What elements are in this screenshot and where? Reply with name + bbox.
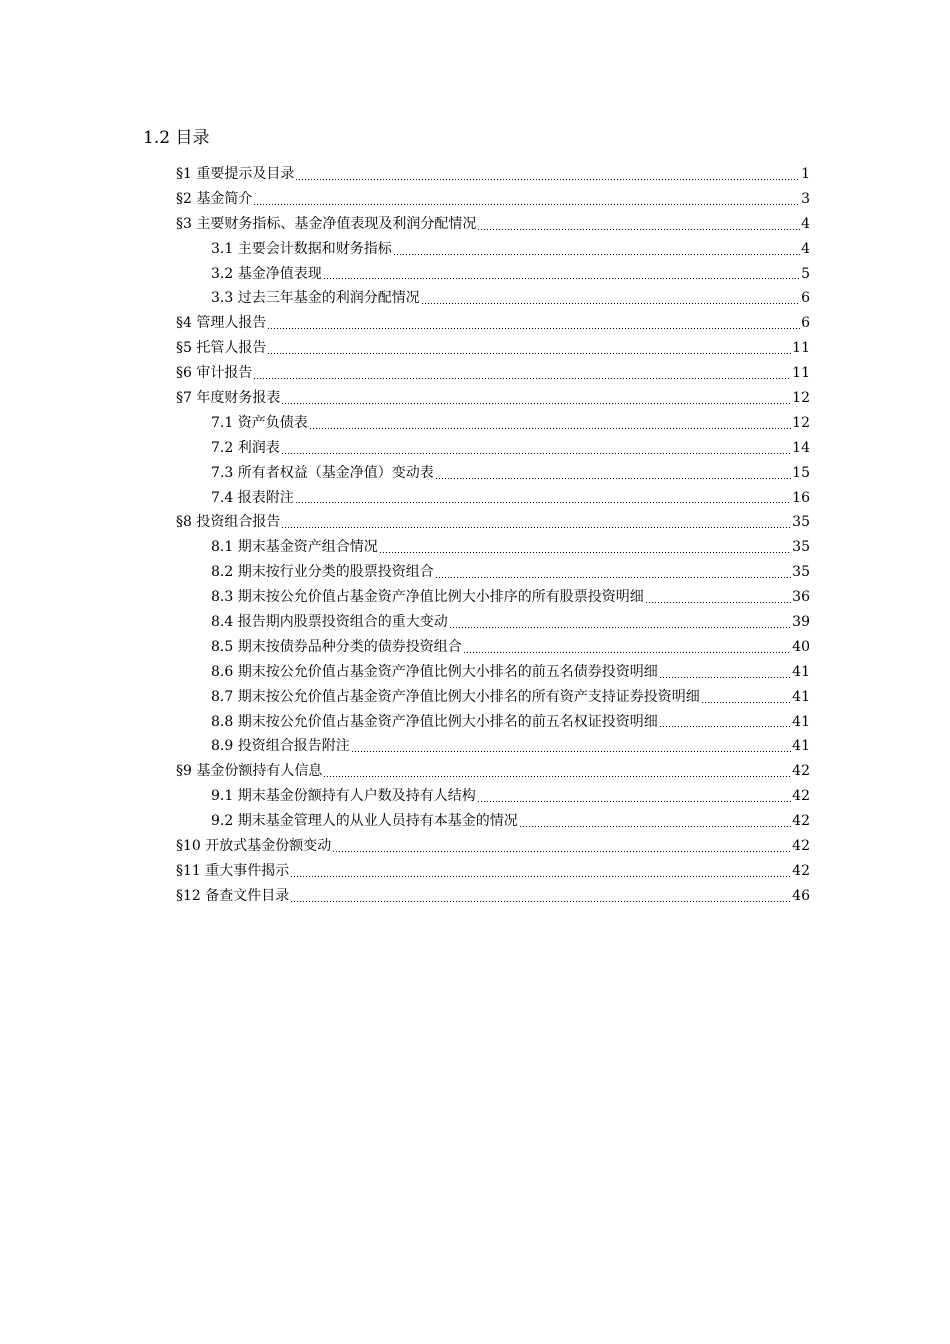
toc-entry[interactable] xyxy=(176,884,810,909)
toc-entry-label: 8.9 投资组合报告附注 xyxy=(211,738,350,755)
toc-entry-label: 3.3 过去三年基金的利润分配情况 xyxy=(211,290,420,307)
toc-dot-leader xyxy=(351,751,791,752)
toc-dot-leader xyxy=(281,403,791,404)
toc-dot-leader xyxy=(281,527,791,528)
toc-entry[interactable] xyxy=(176,535,810,560)
toc-dot-leader xyxy=(659,726,791,727)
toc-entry-page-number: 35 xyxy=(792,514,810,531)
toc-entry[interactable] xyxy=(176,685,810,710)
toc-entry-label: §3 主要财务指标、基金净值表现及利润分配情况 xyxy=(176,215,477,232)
toc-entry-label: §7 年度财务报表 xyxy=(176,390,281,407)
toc-dot-leader xyxy=(267,353,791,354)
toc-entry-page-number: 42 xyxy=(792,788,810,805)
toc-entry-label: 8.8 期末按公允价值占基金资产净值比例大小排名的前五名权证投资明细 xyxy=(211,713,658,730)
toc-entry-label: §9 基金份额持有人信息 xyxy=(176,763,323,780)
toc-entry-page-number: 1 xyxy=(801,166,810,182)
toc-entry-page-number: 5 xyxy=(801,265,810,282)
toc-entry[interactable] xyxy=(176,361,810,386)
toc-entry-label: 9.2 期末基金管理人的从业人员持有本基金的情况 xyxy=(211,813,518,830)
toc-entry[interactable] xyxy=(176,560,810,585)
toc-entry-page-number: 12 xyxy=(792,390,810,407)
toc-entry-page-number: 36 xyxy=(792,589,810,606)
toc-entry-page-number: 40 xyxy=(792,638,810,655)
toc-dot-leader xyxy=(267,328,800,329)
toc-dot-leader xyxy=(295,179,800,180)
toc-dot-leader xyxy=(701,702,791,703)
toc-entry-page-number: 3 xyxy=(801,190,810,207)
toc-dot-leader xyxy=(477,801,791,802)
toc-entry-label: 3.2 基金净值表现 xyxy=(211,265,322,282)
toc-dot-leader xyxy=(295,502,791,503)
toc-dot-leader xyxy=(290,901,791,902)
toc-entry-page-number: 11 xyxy=(792,340,810,357)
toc-entry-page-number: 4 xyxy=(801,215,810,232)
toc-entry[interactable] xyxy=(176,585,810,610)
toc-entry[interactable] xyxy=(176,386,810,411)
toc-entry-page-number: 35 xyxy=(792,564,810,581)
toc-entry[interactable] xyxy=(176,510,810,535)
toc-entry-label: 8.4 报告期内股票投资组合的重大变动 xyxy=(211,614,448,631)
toc-entry[interactable] xyxy=(176,486,810,511)
toc-entry[interactable] xyxy=(176,212,810,237)
toc-entry-page-number: 6 xyxy=(801,290,810,307)
toc-entry-page-number: 11 xyxy=(792,365,810,382)
toc-entry-label: §11 重大事件揭示 xyxy=(176,862,290,879)
toc-entry-page-number: 12 xyxy=(792,414,810,431)
toc-entry-page-number: 42 xyxy=(792,838,810,855)
toc-entry[interactable] xyxy=(176,162,810,187)
toc-entry-label: 9.1 期末基金份额持有人户数及持有人结构 xyxy=(211,788,476,805)
toc-entry[interactable] xyxy=(176,411,810,436)
toc-entry-page-number: 41 xyxy=(792,688,810,705)
toc-dot-leader xyxy=(435,478,791,479)
toc-entry-label: §2 基金简介 xyxy=(176,190,253,207)
toc-dot-leader xyxy=(379,552,791,553)
toc-entry-page-number: 15 xyxy=(792,464,810,481)
toc-dot-leader xyxy=(519,826,791,827)
toc-dot-leader xyxy=(323,278,800,279)
toc-entry-page-number: 42 xyxy=(792,813,810,830)
toc-entry-label: §10 开放式基金份额变动 xyxy=(176,838,332,855)
toc-entry-page-number: 41 xyxy=(792,663,810,680)
toc-dot-leader xyxy=(290,876,791,877)
toc-entry[interactable] xyxy=(176,336,810,361)
toc-entry-page-number: 16 xyxy=(792,489,810,506)
toc-entry-label: 8.6 期末按公允价值占基金资产净值比例大小排名的前五名债券投资明细 xyxy=(211,663,658,680)
toc-entry-page-number: 6 xyxy=(801,315,810,332)
toc-entry-label: §5 托管人报告 xyxy=(176,340,267,357)
toc-dot-leader xyxy=(323,776,791,777)
toc-dot-leader xyxy=(309,428,791,429)
toc-entry[interactable] xyxy=(176,311,810,336)
toc-entry-page-number: 42 xyxy=(792,763,810,780)
toc-entry-page-number: 14 xyxy=(792,439,810,456)
toc-entry[interactable] xyxy=(176,834,810,859)
toc-dot-leader xyxy=(253,378,791,379)
toc-entry[interactable] xyxy=(176,784,810,809)
toc-entry-page-number: 42 xyxy=(792,862,810,879)
toc-entry-label: 8.3 期末按公允价值占基金资产净值比例大小排序的所有股票投资明细 xyxy=(211,589,644,606)
toc-entry-page-number: 4 xyxy=(801,240,810,257)
toc-entry-label: §8 投资组合报告 xyxy=(176,514,281,531)
toc-entry[interactable] xyxy=(176,237,810,262)
toc-entry-label: 3.1 主要会计数据和财务指标 xyxy=(211,240,392,257)
toc-entry-label: §12 备查文件目录 xyxy=(176,887,290,904)
toc-entry-label: §1 重要提示及目录 xyxy=(176,166,295,182)
toc-entry-label: 8.1 期末基金资产组合情况 xyxy=(211,539,378,556)
toc-dot-leader xyxy=(463,652,791,653)
toc-entry-page-number: 39 xyxy=(792,614,810,631)
toc-entry-label: 7.4 报表附注 xyxy=(211,489,294,506)
table-of-contents xyxy=(176,162,810,909)
toc-entry[interactable] xyxy=(176,759,810,784)
toc-entry[interactable] xyxy=(176,187,810,212)
toc-entry[interactable] xyxy=(176,436,810,461)
toc-entry-page-number: 35 xyxy=(792,539,810,556)
toc-dot-leader xyxy=(281,453,791,454)
toc-entry[interactable] xyxy=(176,635,810,660)
toc-entry[interactable] xyxy=(176,809,810,834)
toc-dot-leader xyxy=(421,303,800,304)
toc-entry-label: 7.3 所有者权益（基金净值）变动表 xyxy=(211,464,434,481)
toc-entry-label: 8.5 期末按债券品种分类的债券投资组合 xyxy=(211,638,462,655)
toc-entry[interactable] xyxy=(176,610,810,635)
toc-dot-leader xyxy=(393,254,800,255)
toc-dot-leader xyxy=(332,851,791,852)
toc-dot-leader xyxy=(435,577,791,578)
toc-entry[interactable] xyxy=(176,461,810,486)
toc-entry-label: 7.1 资产负债表 xyxy=(211,414,308,431)
toc-entry-label: §4 管理人报告 xyxy=(176,315,267,332)
toc-dot-leader xyxy=(645,602,791,603)
toc-entry-label: 8.7 期末按公允价值占基金资产净值比例大小排名的所有资产支持证券投资明细 xyxy=(211,688,700,705)
toc-entry-page-number: 46 xyxy=(792,887,810,904)
toc-entry[interactable] xyxy=(176,660,810,685)
toc-dot-leader xyxy=(253,204,800,205)
toc-heading: 1.2 目录 xyxy=(143,128,210,148)
toc-entry-label: 7.2 利润表 xyxy=(211,439,280,456)
toc-entry[interactable] xyxy=(176,710,810,735)
toc-entry-page-number: 41 xyxy=(792,738,810,755)
toc-entry[interactable] xyxy=(176,734,810,759)
toc-entry[interactable] xyxy=(176,262,810,287)
toc-entry-label: §6 审计报告 xyxy=(176,365,253,382)
toc-entry[interactable] xyxy=(176,286,810,311)
toc-dot-leader xyxy=(659,677,791,678)
toc-entry-label: 8.2 期末按行业分类的股票投资组合 xyxy=(211,564,434,581)
toc-entry-page-number: 41 xyxy=(792,713,810,730)
toc-dot-leader xyxy=(449,627,791,628)
toc-entry[interactable] xyxy=(176,859,810,884)
toc-dot-leader xyxy=(477,229,800,230)
